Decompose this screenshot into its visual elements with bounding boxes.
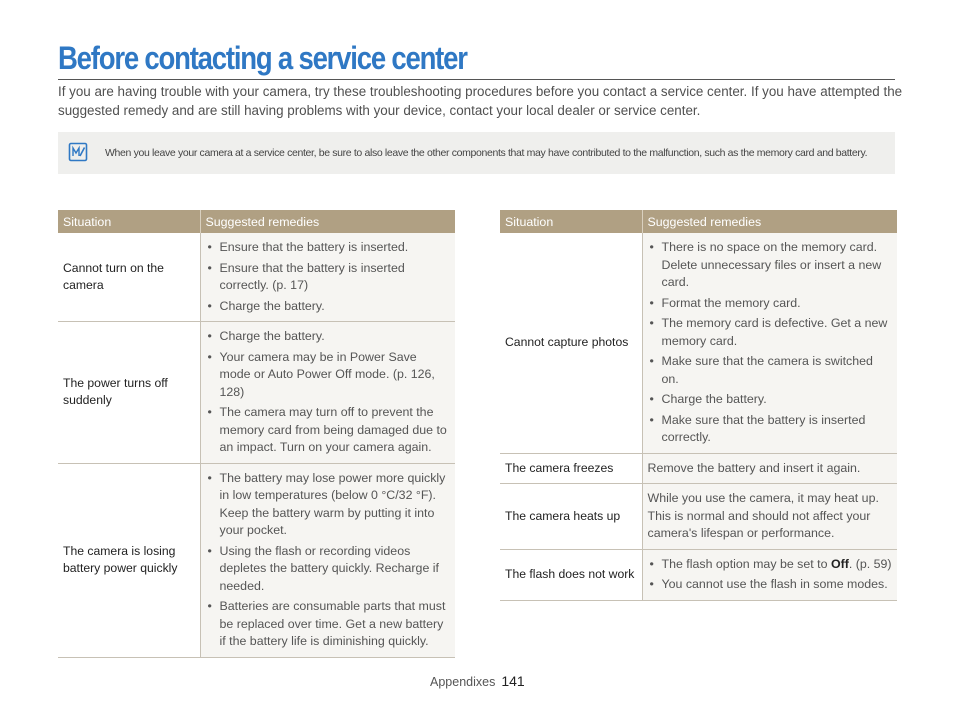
remedy-cell [642,549,897,600]
remedy-item: • The memory card is defective. Get a new memory card. [648,315,893,350]
table-header-row [500,210,897,233]
remedy-item: • Ensure that the battery is inserted. [206,239,451,257]
remedy-item [648,556,893,574]
table-row [500,233,897,453]
remedy-cell [642,453,897,484]
remedy-item: • Your camera may be in Power Save mode or Auto Power Off mode. (p. 126, 128) [206,349,451,402]
remedy-item: • Charge the battery. [206,298,451,316]
table-row [58,463,455,657]
troubleshooting-table-left [58,210,455,658]
remedy-text: The flash option may be set to [661,556,831,571]
footer-section-label: Appendixes [430,675,496,689]
remedy-item: • Using the flash or recording videos depletes the battery quickly. Recharge if needed. [206,543,451,596]
situation-cell: The camera heats up [500,484,642,550]
situation-cell: Cannot capture photos [500,233,642,453]
remedy-cell [200,322,455,464]
remedy-item: • There is no space on the memory card. Delete unnecessary files or insert a new card. [648,239,893,292]
flash-off-option: Off [830,556,849,571]
remedy-text: Remove the battery and insert it again. [647,460,861,475]
situation-cell: The camera freezes [500,453,642,484]
remedy-cell [642,233,897,453]
remedy-item: • Charge the battery. [206,328,451,346]
situation-cell: The flash does not work [500,549,642,600]
remedy-item: • You cannot use the flash in some modes. [648,576,893,594]
remedy-item: • Make sure that the battery is inserted correctly. [648,412,893,447]
header-suggested-remedies: Suggested remedies [200,210,455,233]
note-text: When you leave your camera at a service center, be sure to also leave the other components that may have contributed to the malfunction, such as the memory card and battery. [105,147,868,159]
remedy-list [648,239,893,447]
page-number: 141 [501,673,525,689]
intro-paragraph: If you are having trouble with your camera, try these troubleshooting procedures before you contact a service center. If you have attempted the suggested remedy and are still having problems with your device, contact your local dealer or service center. [58,84,903,118]
remedy-item: • Make sure that the camera is switched on. [648,353,893,388]
title-divider [58,79,895,80]
remedy-cell [642,484,897,550]
remedy-item: • Charge the battery. [648,391,893,409]
table-row [500,549,897,600]
table-header-row [58,210,455,233]
situation-cell: The camera is losing battery power quickly [58,463,200,657]
memo-pencil-icon [68,142,88,162]
remedy-text: . (p. 59) [848,556,892,571]
note-box [58,132,895,174]
header-suggested-remedies: Suggested remedies [642,210,897,233]
remedy-cell [200,463,455,657]
page-title: Before contacting a service center [58,40,467,76]
page-footer [430,673,525,689]
table-row [58,233,455,322]
table-row [58,322,455,464]
troubleshooting-table-right [500,210,897,601]
situation-cell: Cannot turn on the camera [58,233,200,322]
header-situation: Situation [500,210,642,233]
remedy-text: While you use the camera, it may heat up. This is normal and should not affect your camera's lifespan or performance. [647,491,879,540]
table-row [500,453,897,484]
remedy-item: • The camera may turn off to prevent the memory card from being damaged due to an impact. Turn on your camera again. [206,404,451,457]
remedy-list [206,328,451,457]
remedy-item: • Format the memory card. [648,295,893,313]
remedy-list [206,470,451,651]
remedy-item: • Batteries are consumable parts that must be replaced over time. Get a new battery if the battery life is diminishing quickly. [206,598,451,651]
remedy-list [648,556,893,594]
remedy-list [206,239,451,315]
remedy-cell [200,233,455,322]
table-row [500,484,897,550]
remedy-item: • Ensure that the battery is inserted correctly. (p. 17) [206,260,451,295]
remedy-item: • The battery may lose power more quickly in low temperatures (below 0 °C/32 °F). Keep the battery warm by putting it into your pocket. [206,470,451,540]
situation-cell: The power turns off suddenly [58,322,200,464]
header-situation: Situation [58,210,200,233]
